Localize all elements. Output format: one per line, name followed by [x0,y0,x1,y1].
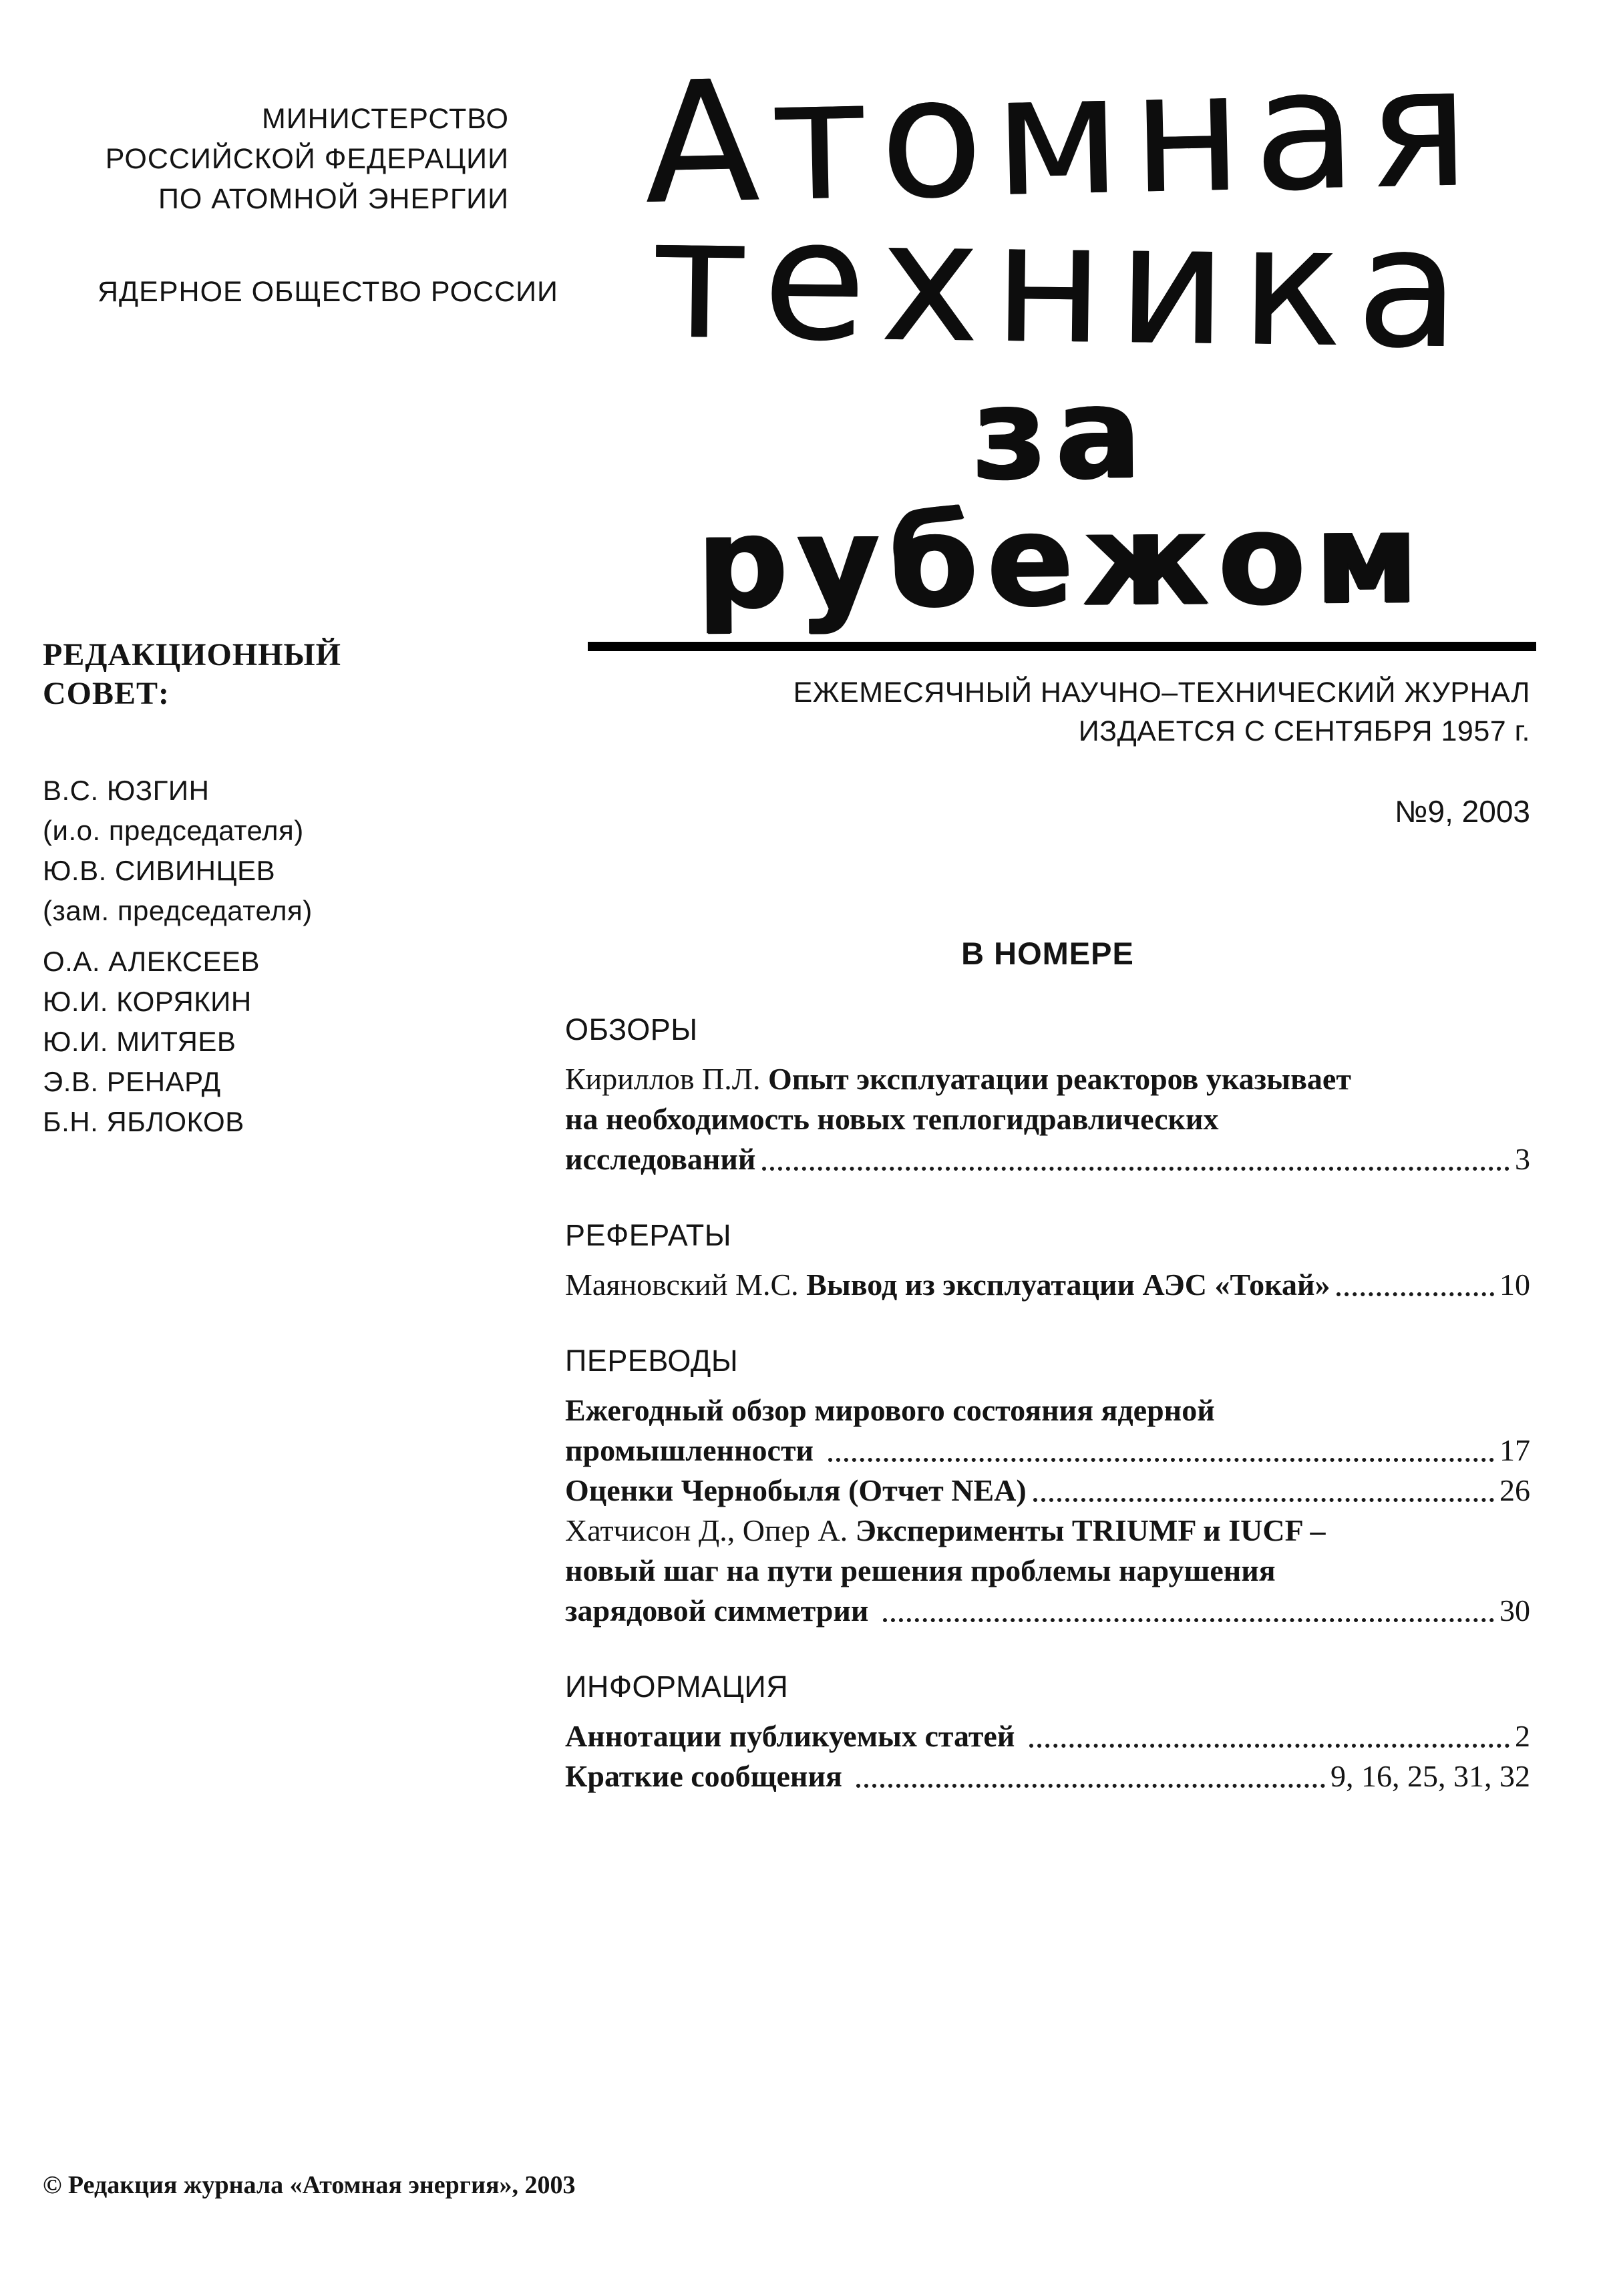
toc-entry-title: Эксперименты TRIUMF и IUCF – [855,1513,1326,1547]
board-member-name: Ю.И. КОРЯКИН [43,986,252,1017]
toc-page-number: 30 [1499,1593,1530,1628]
editorial-board-heading [43,636,517,713]
toc-entry-line [565,1139,1530,1179]
toc-entry-line [565,1551,1530,1591]
toc-entry-author: Маяновский М.С. [565,1268,807,1302]
masthead-ministry [94,99,509,219]
toc-entry-line [565,1059,1530,1099]
toc-entry-title: Аннотации публикуемых статей [565,1719,1023,1753]
toc-entry-line [565,1756,1530,1796]
toc-heading: В НОМЕРЕ [961,936,1134,971]
board-member-role: (и.о. председателя) [43,815,304,846]
toc-entry-line [565,1265,1530,1305]
toc-section-label: ПЕРЕВОДЫ [565,1344,739,1378]
footer-copyright: © Редакция журнала «Атомная энергия», 2003 [43,2171,576,2199]
logo-line-1: Атомная [642,29,1482,242]
ministry-line: МИНИСТЕРСТВО [261,103,509,135]
toc-entry-line [565,1390,1530,1430]
logo-rule [588,642,1536,651]
board-member-name: Ю.И. МИТЯЕВ [43,1026,236,1057]
dot-leader [1337,1292,1494,1296]
editorial-board [43,636,517,1142]
ministry-line: ПО АТОМНОЙ ЭНЕРГИИ [158,183,509,215]
board-member-name: Ю.В. СИВИНЦЕВ [43,855,276,886]
board-member-name: Б.Н. ЯБЛОКОВ [43,1106,244,1137]
toc-entry-title: новый шаг на пути решения проблемы нарушения [565,1553,1276,1587]
dot-leader [1029,1744,1509,1748]
issue-number: №9, 2003 [1395,794,1530,829]
dot-leader [762,1167,1509,1171]
toc-page-number: 3 [1515,1142,1530,1176]
logo-line-3: за рубежом [696,359,1429,637]
journal-subtitle-line-2: ИЗДАЕТСЯ С СЕНТЯБРЯ 1957 г. [1078,715,1530,747]
board-member-name: О.А. АЛЕКСЕЕВ [43,946,260,977]
board-member-role: (зам. председателя) [43,895,313,926]
toc-entry-line [565,1716,1530,1756]
toc-entry-title: Оценки Чернобыля (Отчет NEA) [565,1473,1027,1507]
board-heading-line: РЕДАКЦИОННЫЙ [43,637,341,673]
toc-section-label: ИНФОРМАЦИЯ [565,1670,789,1704]
toc-page-number: 26 [1499,1473,1530,1507]
dot-leader [856,1784,1325,1788]
toc-entry-title: Краткие сообщения [565,1759,850,1793]
toc-entry-title: Вывод из эксплуатации АЭС «Токай» [806,1268,1330,1302]
toc-entry-line [565,1471,1530,1511]
ministry-line: РОССИЙСКОЙ ФЕДЕРАЦИИ [105,143,509,175]
toc-entry-title: зарядовой симметрии [565,1593,876,1628]
dot-leader [1033,1498,1494,1502]
toc-entry-title: Опыт эксплуатации реакторов указывает [767,1062,1351,1096]
board-heading-line: СОВЕТ: [43,676,170,711]
toc-entry-title: исследований [565,1142,756,1176]
masthead-society: ЯДЕРНОЕ ОБЩЕСТВО РОССИИ [98,276,558,308]
toc-entry-title: Ежегодный обзор мирового состояния ядерной [565,1393,1215,1427]
journal-info [565,673,1530,831]
toc-section-label: РЕФЕРАТЫ [565,1218,732,1252]
table-of-contents [565,934,1530,1796]
toc-page-number: 9, 16, 25, 31, 32 [1330,1759,1530,1793]
dot-leader [883,1618,1494,1622]
dot-leader [828,1458,1494,1462]
board-list [43,771,517,1142]
journal-logo [588,29,1536,651]
toc-page-number: 2 [1515,1719,1530,1753]
board-member-name: Э.В. РЕНАРД [43,1066,221,1097]
board-member-name: В.С. ЮЗГИН [43,775,210,806]
toc-entry-line [565,1511,1530,1551]
journal-subtitle-line-1: ЕЖЕМЕСЯЧНЫЙ НАУЧНО–ТЕХНИЧЕСКИЙ ЖУРНАЛ [793,677,1530,709]
toc-entry-title: на необходимость новых теплогидравлических [565,1102,1219,1136]
toc-page-number: 10 [1499,1268,1530,1302]
toc-entry-line [565,1430,1530,1471]
toc-entry-author: Хатчисон Д., Опер А. [565,1513,856,1547]
toc-page-number: 17 [1499,1433,1530,1467]
toc-entry-title: промышленности [565,1433,822,1467]
toc-entry-line [565,1099,1530,1139]
toc-entry-author: Кириллов П.Л. [565,1062,768,1096]
toc-entry-line [565,1591,1530,1631]
toc-section-label: ОБЗОРЫ [565,1012,698,1046]
logo-line-2: техника [649,181,1475,386]
